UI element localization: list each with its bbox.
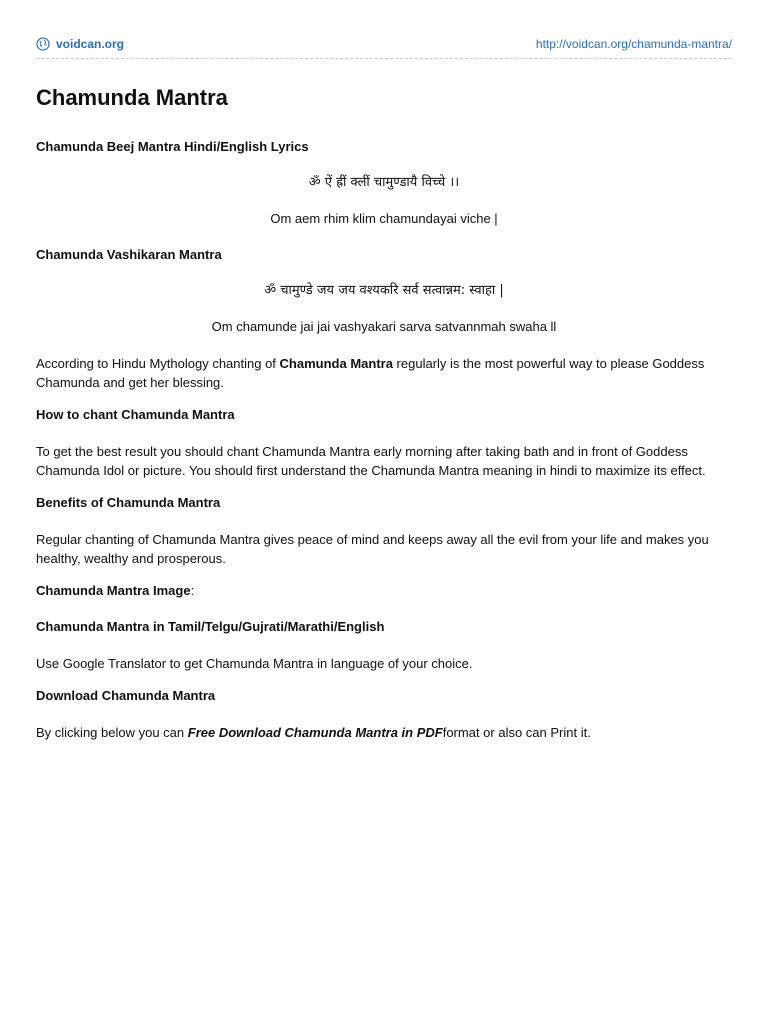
intro-bold-term: Chamunda Mantra bbox=[279, 356, 393, 371]
beej-mantra-english: Om aem rhim klim chamundayai viche | bbox=[270, 211, 498, 226]
how-to-chant-text: To get the best result you should chant Chamunda Mantra early morning after taking bath and in front of Goddess Chamunda Idol or picture. You should first understand the Chamunda Mantra meaning in hindi to maximize its effect. bbox=[36, 444, 706, 478]
how-to-chant-heading: How to chant Chamunda Mantra bbox=[36, 407, 235, 422]
globe-icon bbox=[36, 37, 50, 51]
page-header bbox=[36, 34, 732, 54]
download-heading: Download Chamunda Mantra bbox=[36, 688, 216, 703]
beej-mantra-heading: Chamunda Beej Mantra Hindi/English Lyrics bbox=[36, 139, 309, 154]
download-pdf-link[interactable]: Free Download Chamunda Mantra in PDF bbox=[187, 725, 443, 740]
site-branding[interactable] bbox=[36, 37, 124, 51]
languages-heading: Chamunda Mantra in Tamil/Telgu/Gujrati/Marathi/English bbox=[36, 619, 385, 634]
header-divider bbox=[36, 58, 732, 59]
intro-text-end: regularly is the most powerful way to please Goddess Chamunda and get her blessing. bbox=[36, 356, 705, 390]
download-text-start: By clicking below you can bbox=[36, 725, 188, 740]
mantra-image-heading-colon: : bbox=[190, 583, 195, 598]
vashikaran-mantra-hindi: ॐ चामुण्डे जय जय वश्यकरि सर्व सत्वान्नम: स्वाहा | bbox=[264, 283, 504, 298]
benefits-heading: Benefits of Chamunda Mantra bbox=[36, 495, 221, 510]
mantra-image-heading-text: Chamunda Mantra Image bbox=[36, 583, 191, 598]
article-content bbox=[36, 82, 732, 756]
benefits-text: Regular chanting of Chamunda Mantra gives peace of mind and keeps away all the evil from your life and makes you healthy, wealthy and prosperous. bbox=[36, 532, 709, 566]
download-text-end: format or also can Print it. bbox=[442, 725, 591, 740]
vashikaran-mantra-english: Om chamunde jai jai vashyakari sarva satvannmah swaha ll bbox=[211, 319, 557, 334]
mantra-image-heading bbox=[36, 582, 732, 600]
intro-paragraph bbox=[36, 354, 732, 392]
page-url[interactable]: http://voidcan.org/chamunda-mantra/ bbox=[535, 37, 732, 51]
download-paragraph bbox=[36, 723, 732, 742]
intro-text-start: According to Hindu Mythology chanting of bbox=[36, 356, 280, 371]
site-name[interactable]: voidcan.org bbox=[56, 37, 125, 51]
beej-mantra-hindi: ॐ ऐं ह्रीं क्लीं चामुण्डायै विच्चे ।। bbox=[308, 175, 460, 190]
languages-text: Use Google Translator to get Chamunda Mantra in language of your choice. bbox=[36, 656, 473, 671]
vashikaran-mantra-heading: Chamunda Vashikaran Mantra bbox=[36, 247, 222, 262]
page-title: Chamunda Mantra bbox=[36, 85, 228, 110]
